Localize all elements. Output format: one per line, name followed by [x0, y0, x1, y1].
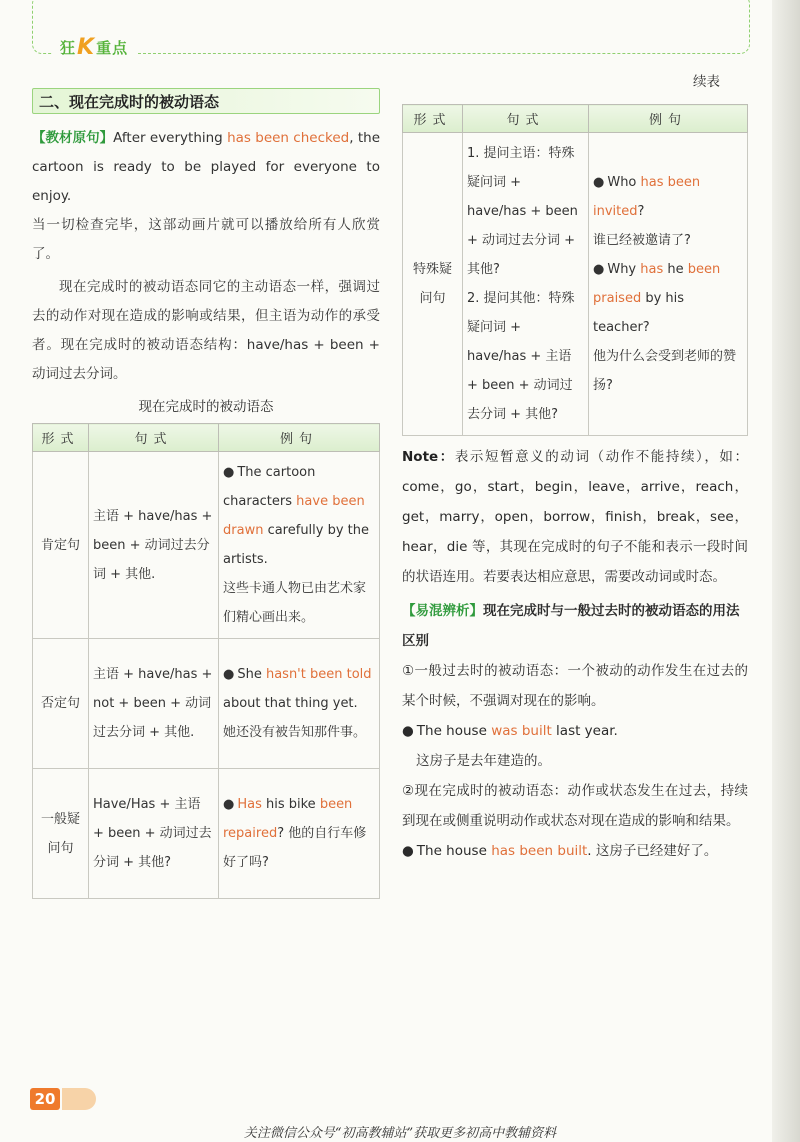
compare-example-2	[402, 836, 748, 866]
bullet-icon: ●	[223, 667, 235, 682]
intro-en-a: After everything	[113, 130, 228, 146]
ex-a: The cartoon characters	[223, 465, 316, 509]
compare-item-2: ②现在完成时的被动语态：动作或状态发生在过去，持续到现在或侧重说明动作或状态对现在造成的影响和结果。	[402, 783, 748, 829]
ex-highlight: hasn't been told	[265, 667, 372, 682]
bullet-icon: ●	[402, 843, 414, 859]
ex2-a: Why	[607, 262, 641, 277]
ex2-b: by his teacher?	[593, 291, 685, 335]
table-header-row	[403, 105, 748, 133]
table-row	[33, 452, 380, 639]
row-example	[219, 452, 380, 639]
ex2-highlight-1: has	[640, 262, 664, 277]
right-column	[402, 70, 748, 866]
header-form: 形式	[33, 424, 89, 452]
header-form: 形式	[403, 105, 463, 133]
intro-en-b: , the cartoon is ready to be played for everyone to enjoy.	[32, 130, 380, 204]
row-example	[219, 769, 380, 899]
row-form: 特殊疑问句	[403, 133, 463, 436]
continued-label: 续表	[693, 74, 720, 90]
section-title: 二、现在完成时的被动语态	[32, 88, 380, 114]
row-form: 肯定句	[33, 452, 89, 639]
table-row	[33, 769, 380, 899]
cex2-highlight: has been built	[491, 843, 588, 859]
compare-item-1: ①一般过去时的被动语态：一个被动的动作发生在过去的某个时候，不强调对现在的影响。	[402, 663, 748, 709]
footer-text: 关注微信公众号“初高教辅站”获取更多初高中教辅资料	[243, 1126, 557, 1141]
pattern-other: 2. 提问其他：特殊疑问词 + have/has + 主语 + been + 动词过去分词 + 其他?	[467, 291, 575, 422]
table-header-row	[33, 424, 380, 452]
ex1-highlight: has been invited	[593, 175, 701, 219]
passive-voice-table	[32, 423, 380, 899]
cex2-b: . 这房子已经建好了。	[587, 843, 718, 859]
ex2-cn: 他为什么会受到老师的赞扬?	[593, 349, 737, 393]
ex-b: carefully by the artists.	[223, 523, 370, 567]
compare-title-text: 现在完成时与一般过去时的被动语态的用法区别	[402, 603, 740, 649]
header-logo-pre: 狂	[60, 38, 77, 57]
explanation-paragraph: 现在完成时的被动语态同它的主动语态一样，强调过去的动作对现在造成的影响或结果，但主语为动作的承受者。现在完成时的被动语态结构：have/has + been + 动词过去分词。	[32, 279, 380, 382]
page-edge-shadow	[772, 0, 800, 1142]
ex1-a: Who	[607, 175, 641, 190]
ex-b: about that thing yet.	[223, 696, 358, 711]
note-paragraph	[402, 442, 748, 592]
ex-cn: 他的自行车修好了吗?	[223, 826, 367, 870]
row-pattern	[463, 133, 589, 436]
ex-a: She	[237, 667, 266, 682]
note-label: Note：	[402, 449, 455, 465]
compare-example-1	[402, 716, 748, 746]
row-example	[589, 133, 748, 436]
header-frame	[32, 0, 750, 54]
table-row	[33, 639, 380, 769]
page-number: 20	[30, 1088, 60, 1110]
cex1-highlight: was built	[491, 723, 552, 739]
header-pattern: 句式	[89, 424, 219, 452]
row-pattern: 主语 + have/has + been + 动词过去分词 + 其他.	[89, 452, 219, 639]
table-row	[403, 133, 748, 436]
special-question-table	[402, 104, 748, 436]
header-logo	[52, 34, 136, 60]
ex1-cn: 谁已经被邀请了?	[593, 233, 691, 248]
bullet-icon: ●	[223, 797, 235, 812]
ex2-highlight-2: been praised	[593, 262, 721, 306]
cex1-b: last year.	[551, 723, 618, 739]
header-pattern: 句式	[463, 105, 589, 133]
bullet-icon: ●	[402, 723, 414, 739]
cex1-a: The house	[416, 723, 492, 739]
ex2-mid: he	[663, 262, 688, 277]
row-form: 一般疑问句	[33, 769, 89, 899]
left-column	[32, 88, 380, 899]
cex2-a: The house	[416, 843, 492, 859]
ex1-b: ?	[637, 204, 645, 219]
header-example: 例句	[589, 105, 748, 133]
intro-cn: 当一切检查完毕，这部动画片就可以播放给所有人欣赏了。	[32, 217, 380, 262]
row-example	[219, 639, 380, 769]
bullet-icon: ●	[593, 262, 605, 277]
intro-en-highlight: has been checked	[227, 130, 350, 146]
pattern-subject: 1. 提问主语：特殊疑问词 + have/has + been + 动词过去分词 + 其他?	[467, 146, 578, 277]
header-logo-k: K	[77, 34, 96, 60]
ex-highlight-1: Has	[237, 797, 262, 812]
bullet-icon: ●	[223, 465, 235, 480]
header-example: 例句	[219, 424, 380, 452]
page-number-decoration	[62, 1088, 96, 1110]
compare-tag: 【易混辨析】	[402, 603, 483, 619]
textbook-sentence	[32, 124, 380, 269]
header-logo-post: 重点	[96, 38, 129, 57]
row-pattern: Have/Has + 主语 + been + 动词过去分词 + 其他?	[89, 769, 219, 899]
table-caption: 现在完成时的被动语态	[138, 399, 274, 415]
bullet-icon: ●	[593, 175, 605, 190]
row-form: 否定句	[33, 639, 89, 769]
ex-b: ?	[277, 826, 289, 841]
compare-example-1-cn: 这房子是去年建造的。	[416, 753, 551, 769]
note-text: 表示短暂意义的动词（动作不能持续），如：come，go，start，begin，leave，arrive，reach，get，marry，open，borrow，finish，break，see，hear，die 等，其现在完成时的句子不能和表示一段时间的状语连用。若要表达相应意思，需要改动词或时态。	[402, 449, 749, 585]
ex-highlight-2: been repaired	[223, 797, 353, 841]
row-pattern: 主语 + have/has + not + been + 动词过去分词 + 其他.	[89, 639, 219, 769]
ex-cn: 她还没有被告知那件事。	[223, 725, 367, 740]
ex-cn: 这些卡通人物已由艺术家们精心画出来。	[223, 581, 367, 625]
ex-mid: his bike	[261, 797, 320, 812]
compare-title	[402, 596, 748, 656]
ex-highlight: have been drawn	[223, 494, 365, 538]
textbook-sentence-tag: 【教材原句】	[32, 130, 114, 146]
